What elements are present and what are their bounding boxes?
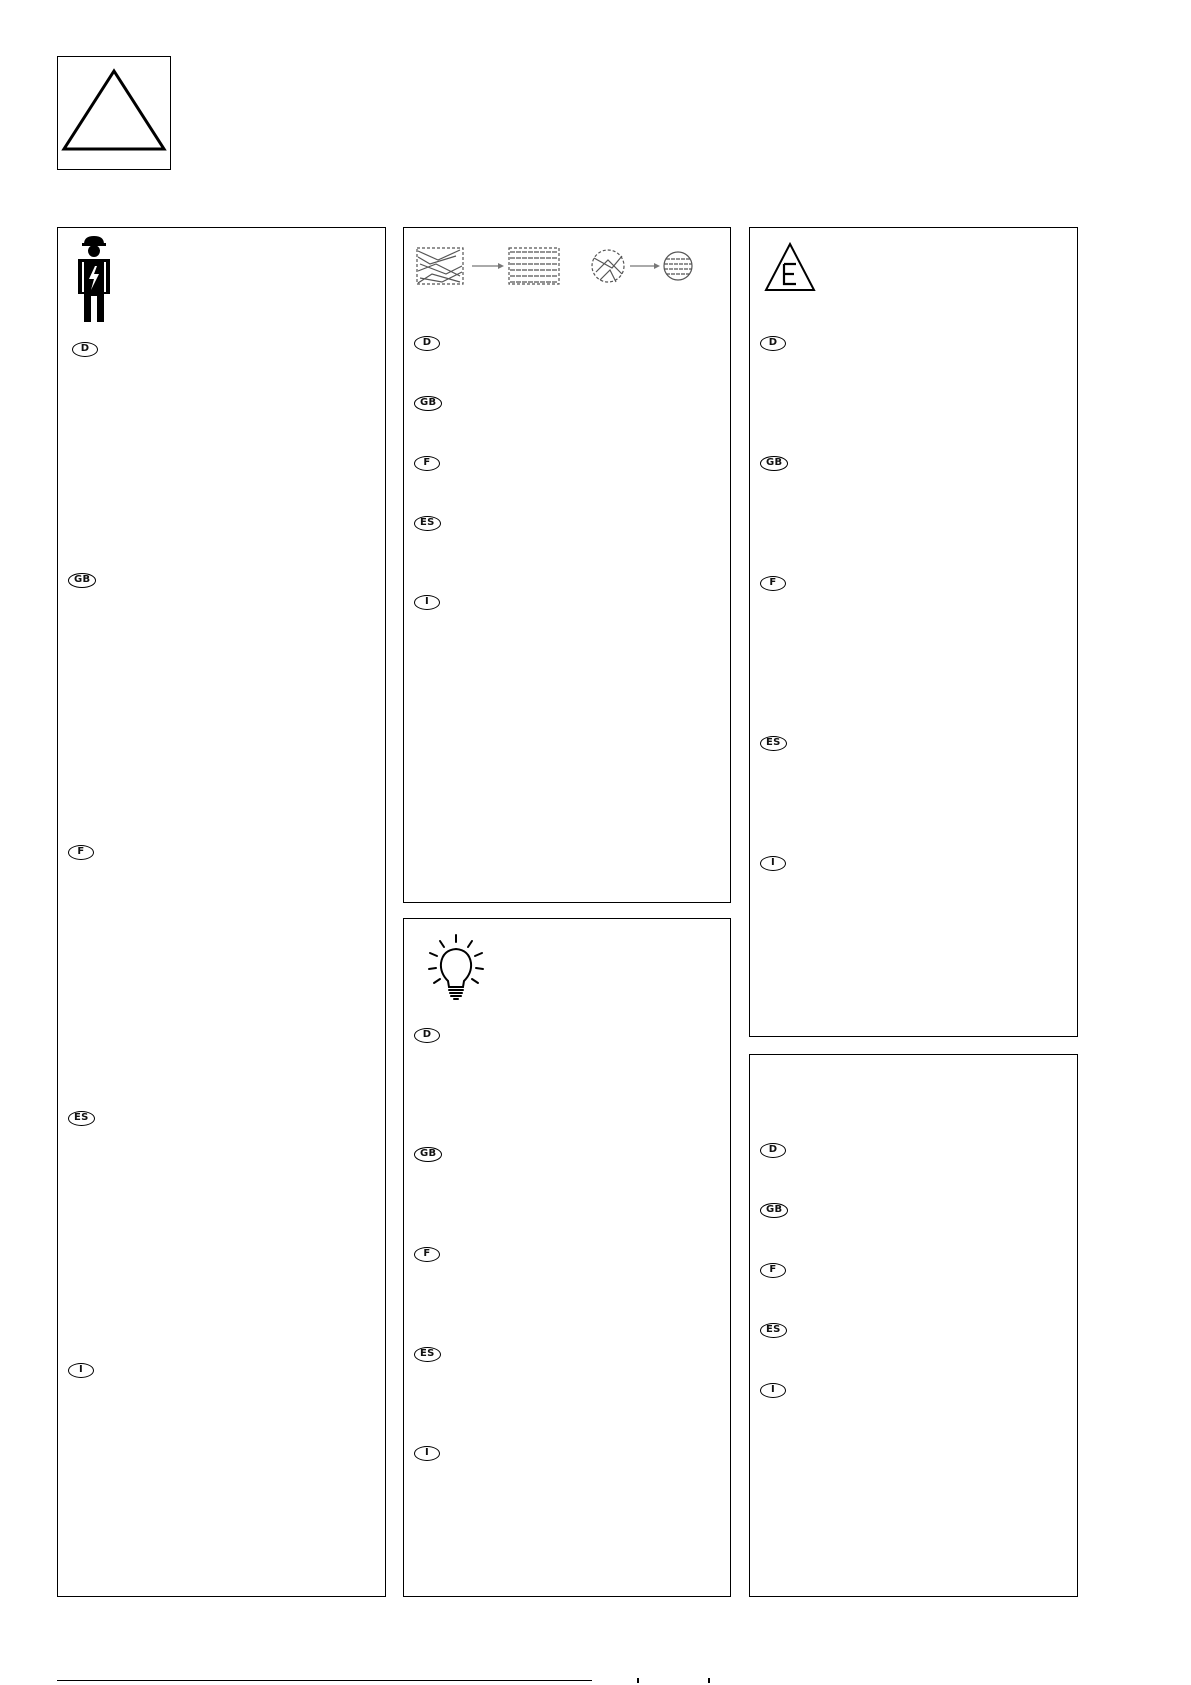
- language-list-panel: [749, 1054, 1078, 1597]
- lang-badge-it: I: [760, 1383, 786, 1398]
- lang-badge-gb: GB: [414, 1147, 442, 1162]
- lang-badge-it: I: [68, 1363, 94, 1378]
- lang-badge-gb: GB: [760, 456, 788, 471]
- lang-badge-es: ES: [414, 516, 441, 531]
- lang-badge-es: ES: [414, 1347, 441, 1362]
- ex-triangle-icon: [764, 240, 820, 294]
- lang-badge-it: I: [760, 856, 786, 871]
- cable-sorting-panel: [403, 227, 731, 903]
- lang-badge-it: I: [414, 595, 440, 610]
- lang-badge-gb: GB: [760, 1203, 788, 1218]
- lang-badge-es: ES: [760, 736, 787, 751]
- lang-badge-fr: F: [414, 1247, 440, 1262]
- lang-badge-de: D: [760, 1143, 786, 1158]
- light-bulb-icon: [426, 933, 486, 1003]
- footer-rule: [57, 1680, 592, 1681]
- lang-badge-de: D: [414, 336, 440, 351]
- lang-badge-gb: GB: [68, 573, 96, 588]
- lang-badge-de: D: [414, 1028, 440, 1043]
- lang-badge-fr: F: [760, 1263, 786, 1278]
- warning-symbol-box: [57, 56, 171, 170]
- ex-protection-panel: [749, 227, 1078, 1037]
- footer-tick: [708, 1678, 710, 1683]
- electrician-panel: [57, 227, 386, 1597]
- lang-badge-fr: F: [414, 456, 440, 471]
- tangled-to-sorted-cables-icon: [416, 246, 706, 286]
- electrician-person-icon: [74, 234, 114, 329]
- lang-badge-de: D: [760, 336, 786, 351]
- warning-triangle-icon: [58, 57, 170, 169]
- lang-badge-es: ES: [68, 1111, 95, 1126]
- light-bulb-panel: [403, 918, 731, 1597]
- lang-badge-fr: F: [760, 576, 786, 591]
- footer-tick: [637, 1678, 639, 1683]
- lang-badge-es: ES: [760, 1323, 787, 1338]
- lang-badge-it: I: [414, 1446, 440, 1461]
- lang-badge-fr: F: [68, 845, 94, 860]
- lang-badge-de: D: [72, 342, 98, 357]
- lang-badge-gb: GB: [414, 396, 442, 411]
